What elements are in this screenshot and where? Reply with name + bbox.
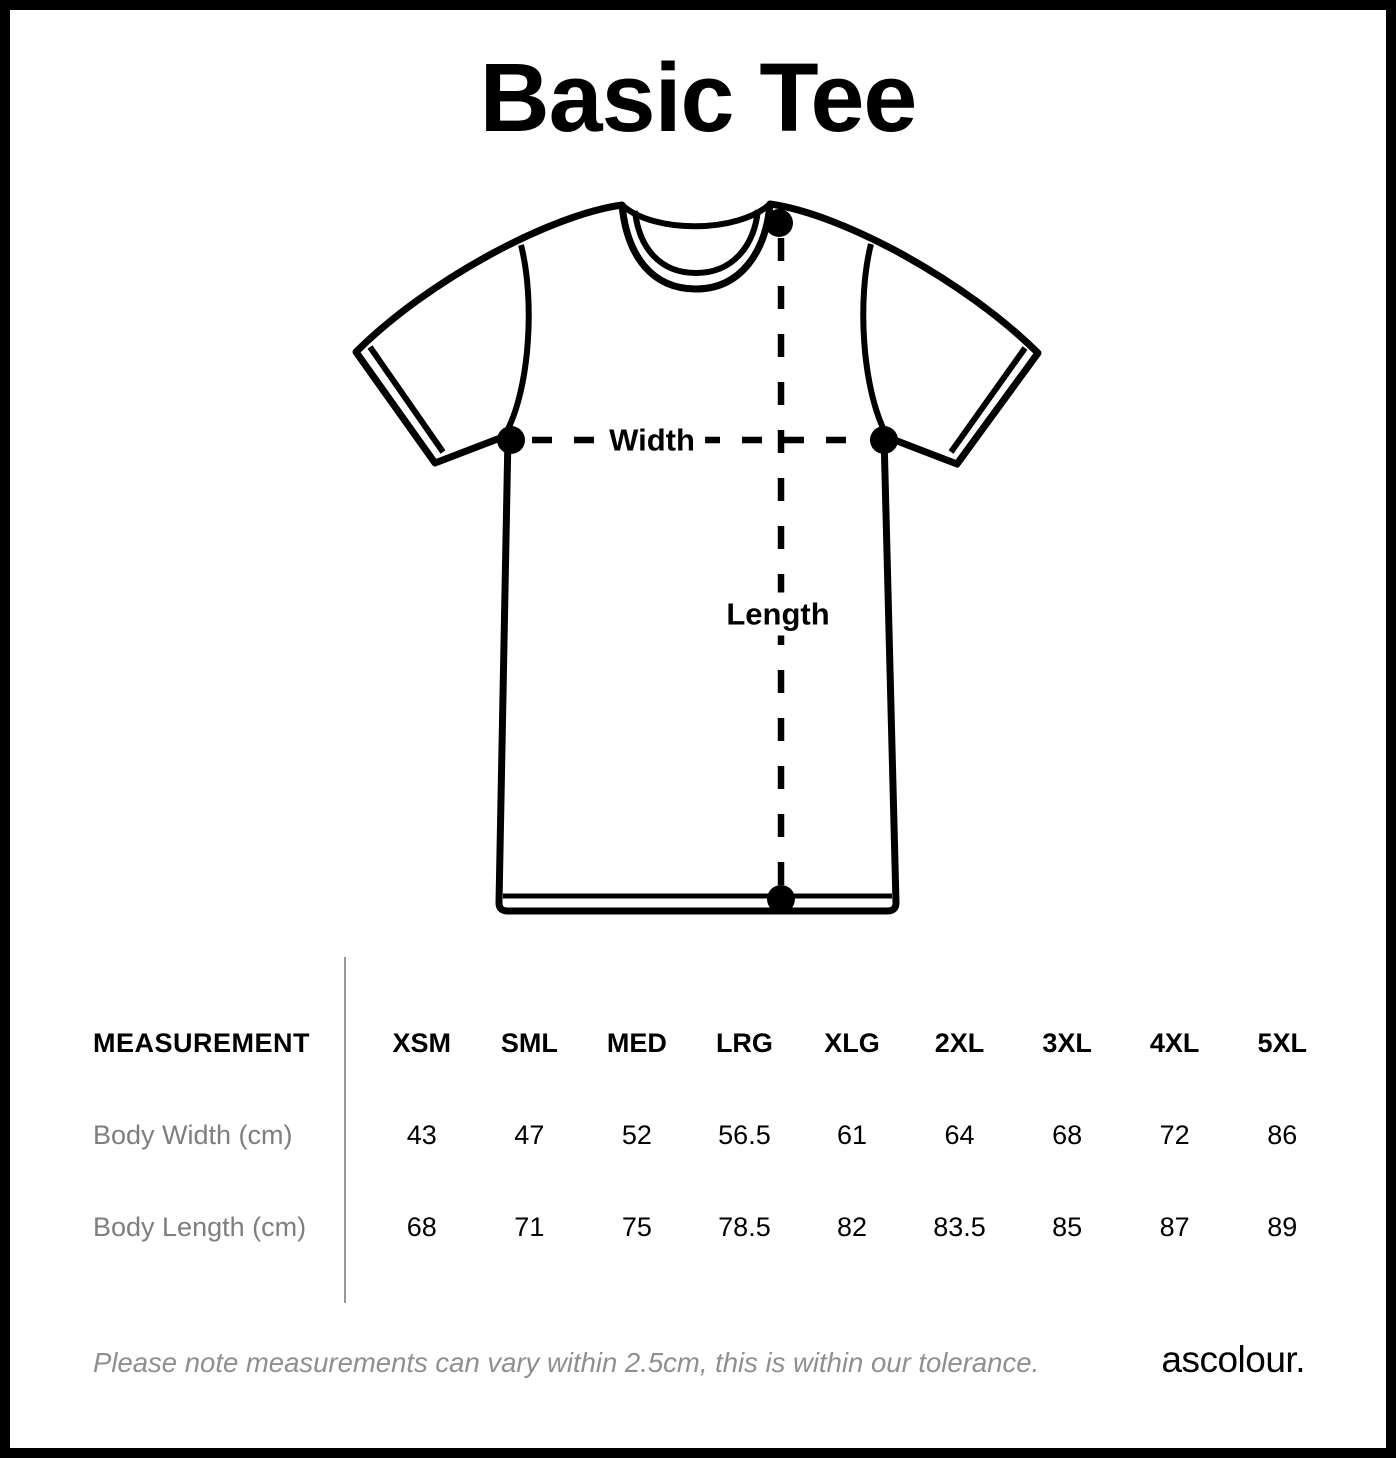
body-length-value: 68 bbox=[406, 1211, 437, 1242]
collar-back-line bbox=[622, 204, 770, 226]
body-length-value: 83.5 bbox=[933, 1211, 986, 1242]
hem-measure-dot bbox=[767, 885, 795, 913]
body-width-value: 64 bbox=[944, 1119, 975, 1150]
brand-logo: ascolour. bbox=[1161, 1339, 1305, 1380]
body-width-value: 47 bbox=[514, 1119, 545, 1150]
body-width-row-label: Body Width (cm) bbox=[93, 1119, 293, 1150]
tolerance-note: Please note measurements can vary within 2.5cm, this is within our tolerance. bbox=[93, 1347, 1040, 1378]
body-length-value: 82 bbox=[836, 1211, 868, 1242]
size-column-header: 2XL bbox=[934, 1027, 985, 1058]
measurement-labels-column bbox=[93, 957, 344, 1303]
size-table bbox=[93, 957, 1336, 1303]
left-underarm-measure-dot bbox=[497, 426, 525, 454]
body-length-value: 89 bbox=[1267, 1211, 1298, 1242]
body-length-row-label: Body Length (cm) bbox=[93, 1211, 307, 1242]
right-underarm-measure-dot bbox=[870, 426, 898, 454]
body-width-value: 43 bbox=[406, 1119, 437, 1150]
tshirt-body-outline bbox=[356, 204, 1038, 911]
size-column-header: SML bbox=[500, 1027, 558, 1058]
body-width-value: 72 bbox=[1159, 1119, 1190, 1150]
body-length-value: 78.5 bbox=[718, 1211, 771, 1242]
body-length-value: 85 bbox=[1052, 1211, 1083, 1242]
size-column-header: LRG bbox=[715, 1027, 773, 1058]
size-column-header: 3XL bbox=[1042, 1027, 1092, 1058]
shoulder-measure-dot bbox=[765, 209, 793, 237]
size-column-header: 4XL bbox=[1149, 1027, 1200, 1058]
tshirt-outline-drawing bbox=[338, 185, 1058, 933]
measurement-column-header: MEASUREMENT bbox=[93, 1027, 311, 1058]
page-title: Basic Tee bbox=[479, 43, 917, 152]
size-column-header: XLG bbox=[824, 1027, 880, 1058]
footer bbox=[93, 1339, 1305, 1381]
tshirt-diagram bbox=[338, 185, 1058, 933]
body-width-value: 61 bbox=[836, 1119, 868, 1150]
body-width-value: 86 bbox=[1267, 1119, 1298, 1150]
body-width-value: 68 bbox=[1052, 1119, 1083, 1150]
size-column-header: XSM bbox=[392, 1027, 452, 1058]
body-length-value: 75 bbox=[621, 1211, 652, 1242]
body-length-value: 87 bbox=[1159, 1211, 1190, 1242]
length-measure-label: Length bbox=[716, 593, 839, 636]
size-values-grid bbox=[344, 957, 1336, 1303]
body-length-value: 71 bbox=[514, 1211, 545, 1242]
body-width-value: 52 bbox=[621, 1119, 652, 1150]
size-column-header: MED bbox=[606, 1027, 667, 1058]
width-measure-label: Width bbox=[599, 419, 705, 462]
size-column-header: 5XL bbox=[1257, 1027, 1307, 1058]
body-width-value: 56.5 bbox=[718, 1119, 771, 1150]
